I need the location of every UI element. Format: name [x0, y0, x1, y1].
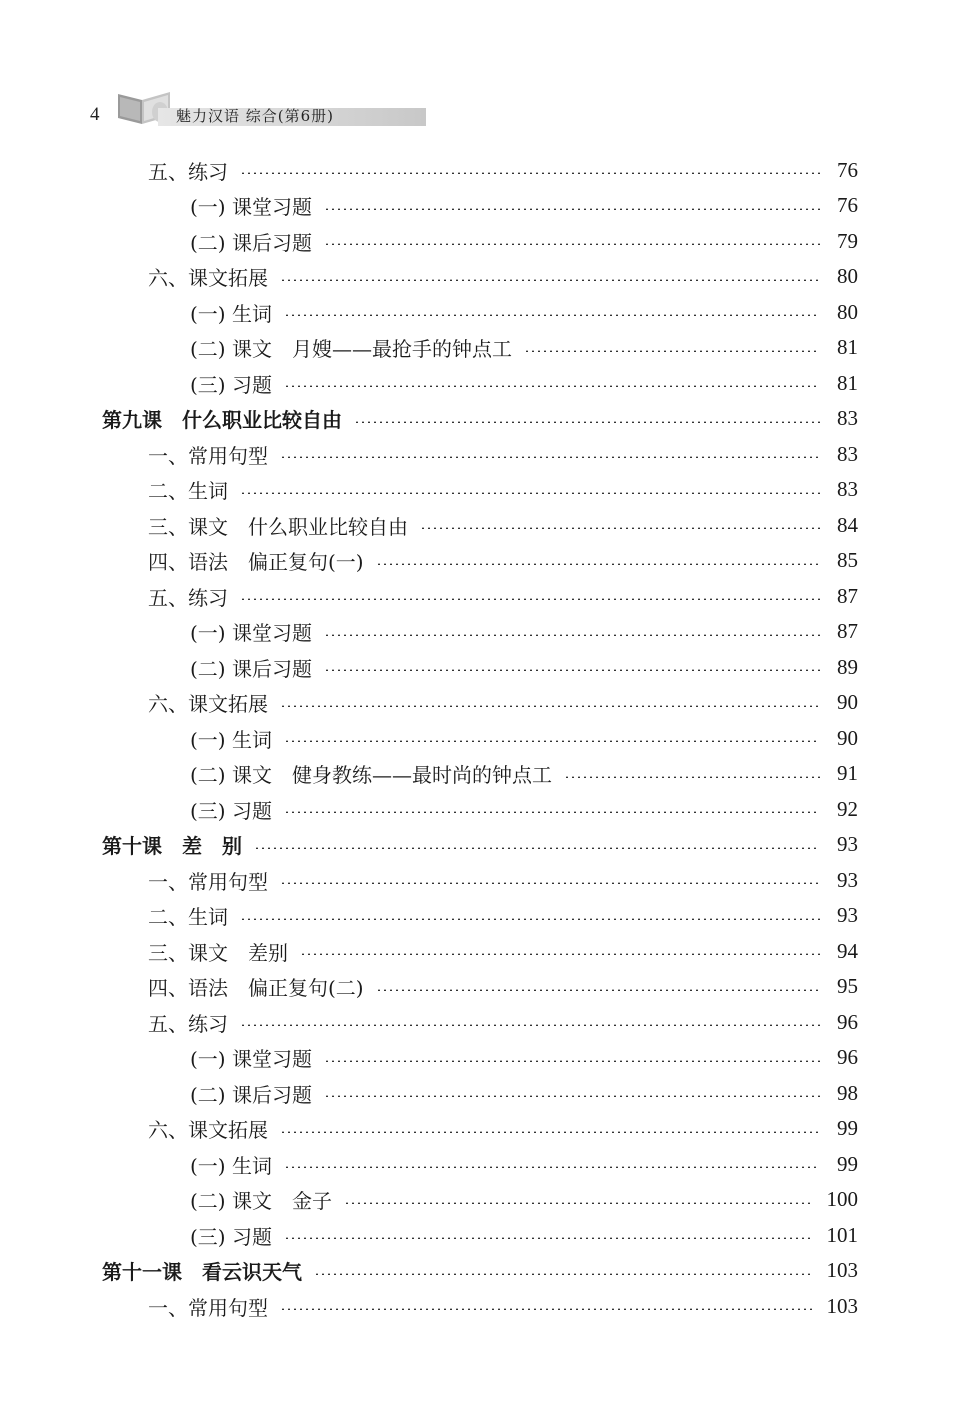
toc-entry-page: 81: [837, 335, 858, 359]
toc-entry[interactable]: [190, 1184, 858, 1216]
toc-entry-label: (二) 课文 健身教练——最时尚的钟点工: [190, 763, 552, 787]
toc-entry-label: 六、课文拓展: [148, 692, 268, 716]
toc-entry[interactable]: [148, 971, 858, 1003]
dot-leader: [240, 172, 820, 174]
toc-entry[interactable]: [190, 1148, 858, 1180]
dot-leader: [324, 669, 820, 671]
toc-entry-label: (二) 课文 金子: [190, 1189, 332, 1213]
toc-entry[interactable]: [190, 1077, 858, 1109]
toc-entry[interactable]: [148, 438, 858, 470]
toc-entry-page: 81: [837, 370, 858, 395]
toc-entry-page: 103: [826, 1258, 858, 1282]
toc-entry-page: 85: [837, 548, 858, 572]
toc-entry-label: 第九课 什么职业比较自由: [102, 408, 342, 432]
toc-entry-label: 六、课文拓展: [148, 1118, 268, 1142]
toc-entry[interactable]: [148, 261, 858, 293]
toc-entry-page: 80: [837, 264, 858, 288]
toc-entry[interactable]: [148, 509, 858, 541]
dot-leader: [376, 563, 820, 565]
dot-leader: [240, 1024, 820, 1026]
dot-leader: [240, 598, 820, 600]
toc-entry[interactable]: [148, 1006, 858, 1038]
toc-entry-label: 二、生词: [148, 905, 228, 929]
toc-entry-label: 二、生词: [148, 479, 228, 503]
dot-leader: [354, 421, 820, 423]
dot-leader: [324, 243, 820, 245]
toc-entry-page: 83: [837, 477, 858, 501]
dot-leader: [300, 953, 820, 955]
toc-entry-page: 96: [837, 1009, 858, 1034]
dot-leader: [280, 1308, 812, 1310]
dot-leader: [284, 740, 820, 742]
book-title: 魅力汉语 综合(第6册): [176, 107, 335, 125]
dot-leader: [280, 279, 820, 281]
toc-entry-label: (二) 课后习题: [190, 656, 312, 681]
toc-entry[interactable]: [148, 687, 858, 719]
toc-entry[interactable]: [148, 580, 858, 612]
toc-entry-page: 90: [837, 725, 858, 750]
toc-entry[interactable]: [190, 616, 858, 648]
dot-leader: [240, 918, 820, 920]
dot-leader: [284, 1237, 812, 1239]
toc-entry[interactable]: [190, 190, 858, 222]
toc-entry-page: 76: [837, 193, 858, 217]
toc-entry[interactable]: [190, 225, 858, 257]
toc-entry-page: 83: [837, 441, 858, 466]
toc-entry[interactable]: [148, 545, 858, 577]
dot-leader: [344, 1202, 812, 1204]
toc-entry-page: 87: [837, 619, 858, 643]
toc-entry[interactable]: [102, 829, 858, 861]
toc-entry-label: (三) 习题: [190, 798, 272, 823]
toc-entry-label: (三) 习题: [190, 372, 272, 397]
toc-entry[interactable]: [148, 935, 858, 967]
toc-entry-label: 三、课文 什么职业比较自由: [148, 514, 408, 539]
page-number: 4: [90, 104, 100, 125]
toc-entry-page: 96: [837, 1045, 858, 1069]
toc-entry-page: 76: [837, 157, 858, 182]
dot-leader: [324, 1060, 820, 1062]
toc-entry[interactable]: [190, 332, 858, 364]
toc-entry-page: 93: [837, 867, 858, 892]
toc-entry-label: 五、练习: [148, 585, 228, 610]
toc-entry-label: 四、语法 偏正复句(一): [148, 550, 364, 574]
toc-entry-label: (一) 课堂习题: [190, 1047, 312, 1071]
toc-entry-label: 三、课文 差别: [148, 940, 288, 965]
toc-entry-page: 93: [837, 832, 858, 856]
toc-entry-page: 89: [837, 654, 858, 679]
toc-entry-label: 一、常用句型: [148, 869, 268, 894]
dot-leader: [284, 314, 820, 316]
toc-entry-page: 92: [837, 796, 858, 821]
toc-entry-page: 98: [837, 1080, 858, 1105]
toc-entry-page: 100: [826, 1187, 858, 1211]
dot-leader: [280, 882, 820, 884]
toc-entry-label: 六、课文拓展: [148, 266, 268, 290]
toc-entry-page: 87: [837, 583, 858, 608]
toc-entry[interactable]: [190, 1042, 858, 1074]
dot-leader: [284, 1166, 820, 1168]
toc-entry[interactable]: [102, 403, 858, 435]
toc-entry-label: 第十课 差 别: [102, 834, 242, 858]
toc-entry[interactable]: [190, 1219, 858, 1251]
toc-entry-label: (二) 课后习题: [190, 1082, 312, 1107]
toc-entry[interactable]: [148, 1290, 858, 1322]
toc-entry-label: 五、练习: [148, 1011, 228, 1036]
toc-entry-page: 99: [837, 1116, 858, 1140]
toc-entry[interactable]: [190, 758, 858, 790]
dot-leader: [324, 1095, 820, 1097]
toc-entry-page: 95: [837, 974, 858, 998]
dot-leader: [524, 350, 820, 352]
dot-leader: [254, 847, 820, 849]
toc-entry[interactable]: [148, 900, 858, 932]
toc-entry-label: (一) 课堂习题: [190, 195, 312, 219]
toc-entry-page: 94: [837, 938, 858, 963]
running-header: [80, 88, 430, 138]
toc-entry[interactable]: [148, 1113, 858, 1145]
toc-entry-label: (二) 课文 月嫂——最抢手的钟点工: [190, 337, 512, 361]
toc-entry-label: 五、练习: [148, 159, 228, 184]
toc-entry[interactable]: [148, 154, 858, 186]
toc-entry-label: (一) 生词: [190, 1153, 272, 1178]
toc-entry-page: 79: [837, 228, 858, 253]
dot-leader: [280, 456, 820, 458]
toc-entry[interactable]: [190, 367, 858, 399]
toc-entry-page: 99: [837, 1151, 858, 1176]
dot-leader: [280, 1131, 820, 1133]
toc-entry-page: 103: [826, 1293, 858, 1318]
dot-leader: [324, 208, 820, 210]
dot-leader: [284, 811, 820, 813]
toc-entry-label: 第十一课 看云识天气: [102, 1260, 302, 1284]
dot-leader: [376, 989, 820, 991]
toc-entry[interactable]: [148, 474, 858, 506]
toc-entry-page: 90: [837, 690, 858, 714]
toc-entry-page: 101: [826, 1222, 858, 1247]
toc-entry-page: 84: [837, 512, 858, 537]
toc-entry[interactable]: [102, 1255, 858, 1287]
dot-leader: [280, 705, 820, 707]
dot-leader: [240, 492, 820, 494]
dot-leader: [420, 527, 820, 529]
toc-entry-page: 80: [837, 299, 858, 324]
toc-entry-label: (一) 生词: [190, 301, 272, 326]
toc-entry-label: (一) 生词: [190, 727, 272, 752]
toc-entry[interactable]: [190, 296, 858, 328]
toc-entry-label: (二) 课后习题: [190, 230, 312, 255]
toc-entry[interactable]: [148, 864, 858, 896]
toc-entry-label: (三) 习题: [190, 1224, 272, 1249]
toc-entry-page: 91: [837, 761, 858, 785]
toc-entry[interactable]: [190, 651, 858, 683]
toc-entry-label: (一) 课堂习题: [190, 621, 312, 645]
toc-entry-page: 83: [837, 406, 858, 430]
toc-entry[interactable]: [190, 793, 858, 825]
toc-entry-label: 一、常用句型: [148, 443, 268, 468]
dot-leader: [284, 385, 820, 387]
dot-leader: [324, 634, 820, 636]
dot-leader: [564, 776, 820, 778]
dot-leader: [314, 1273, 812, 1275]
toc-entry-page: 93: [837, 903, 858, 927]
toc-entry-label: 四、语法 偏正复句(二): [148, 976, 364, 1000]
toc-entry[interactable]: [190, 722, 858, 754]
toc-entry-label: 一、常用句型: [148, 1295, 268, 1320]
